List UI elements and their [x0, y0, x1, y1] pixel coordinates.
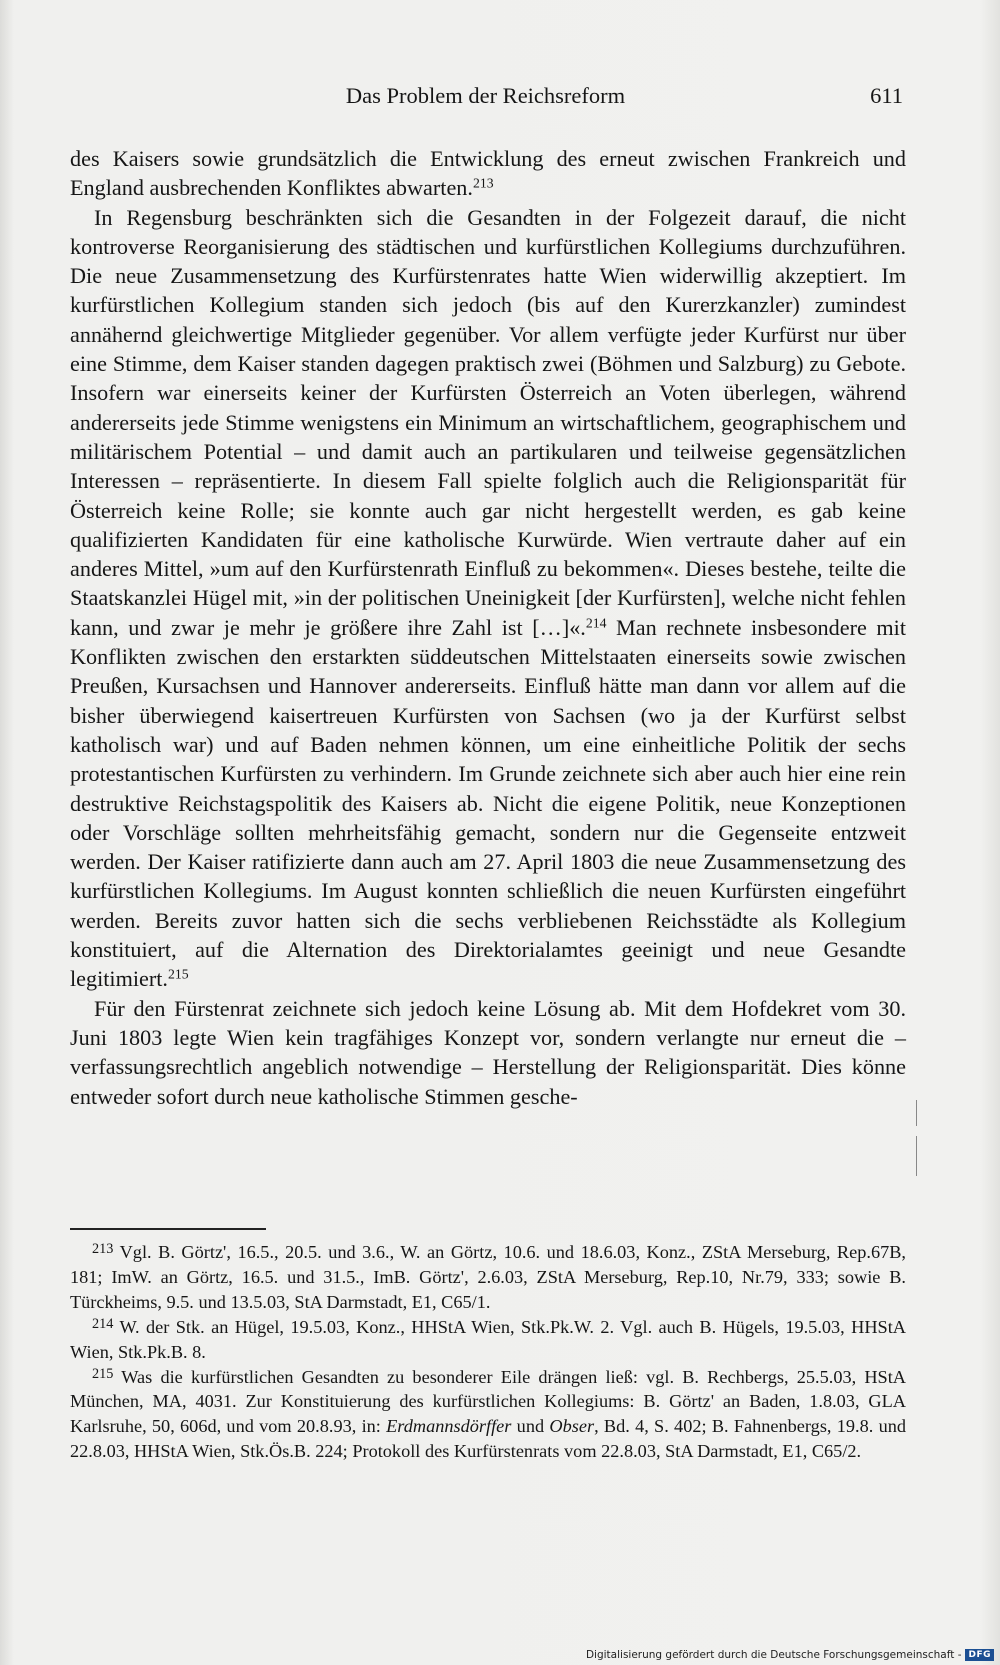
dfg-logo: DFG — [965, 1649, 994, 1661]
footnote-author: Obser — [549, 1416, 595, 1437]
page-header — [66, 80, 905, 112]
footnote-ref: 213 — [472, 175, 494, 191]
margin-mark — [916, 1100, 917, 1126]
paragraph-1 — [70, 144, 906, 203]
footnote-text: und — [511, 1416, 550, 1437]
footnote-text: Vgl. B. Görtz', 16.5., 20.5. und 3.6., W. an Görtz, 10.6. und 18.6.03, Konz., ZStA Merseburg, Rep.67B, 181; ImW. an Görtz, 16.5. und 31.5., ImB. Görtz', 2.6.03, ZStA Merseburg, Rep.10, Nr.79, 333; sowie B. Türckheims, 9.5. und 13.5.03, StA Darmstadt, E1, C65/1. — [70, 1242, 906, 1312]
running-title: Das Problem der Reichsreform — [345, 83, 626, 108]
footnote-214 — [70, 1315, 906, 1365]
footnote-author: Erdmannsdörffer — [386, 1416, 512, 1437]
footnote-divider — [70, 1228, 266, 1230]
footnote-ref: 215 — [167, 966, 189, 982]
page-number: 611 — [870, 83, 903, 108]
footnote-ref: 214 — [585, 615, 607, 631]
main-text — [70, 144, 906, 1111]
footnote-213 — [70, 1240, 906, 1315]
margin-mark — [916, 1136, 917, 1176]
footnote-number: 214 — [92, 1315, 114, 1332]
paragraph-text: Für den Fürstenrat zeichnete sich jedoch keine Lösung ab. Mit dem Hofdekret vom 30. Juni 1803 legte Wien kein tragfähiges Konzept vor, sondern verlangte nur erneut die – verfassungsrechtlich angeblich notwendige – Herstellung der Religionsparität. Dies könne entweder sofort durch neue katholische Stimmen gesche- — [70, 995, 906, 1109]
footnote-text: Was die kurfürstlichen Gesandten zu besonderer Eile drängen ließ: vgl. B. Rechbergs, 25.5.03, HStA München, MA, 4031. Zur Konstituierung des kurfürstlichen Kollegiums: B. Görtz' an Baden, 1.8.03, GLA Karlsruhe, 50, 606d, und vom 20.8.93, in: — [70, 1366, 906, 1437]
paragraph-text: Man rechnete insbesondere mit Konflikten zwischen den erstarkten süddeutschen Mittelstaaten einerseits sowie zwischen Preußen, Kursachsen und Hannover andererseits. Einfluß hätte man dann vor allem auf die bisher überwiegend kaisertreuen Kurfürsten von Sachsen (wo ja der Kurfürst selbst katholisch war) und auf Baden nehmen können, um eine einheitliche Politik der sechs protestantischen Kurfürsten zu verhindern. Im Grunde zeichnete sich aber auch hier eine rein destruktive Reichstagspolitik des Kaisers ab. Nicht die eigene Politik, neue Konzeptionen oder Vorschläge sollten mehrheitsfähig gemacht, sondern nur die Gegenseite entzweit werden. Der Kaiser ratifizierte dann auch am 27. April 1803 die neue Zusammensetzung des kurfürstlichen Kollegiums. Im August konnten schließlich die neuen Kurfürsten eingeführt werden. Bereits zuvor hatten sich die sechs verbliebenen Reichsstädte als Kollegium konstituiert, auf die Alternation des Direktorialamtes geeinigt und neue Gesandte legitimiert. — [70, 614, 906, 992]
credit-text: Digitalisierung gefördert durch die Deutsche Forschungsgemeinschaft - — [585, 1649, 962, 1661]
footnote-text: W. der Stk. an Hügel, 19.5.03, Konz., HHStA Wien, Stk.Pk.W. 2. Vgl. auch B. Hügels, 19.5.03, HHStA Wien, Stk.Pk.B. 8. — [70, 1316, 906, 1362]
footnote-number: 215 — [92, 1365, 114, 1382]
footnotes — [70, 1240, 906, 1464]
paragraph-text: des Kaisers sowie grundsätzlich die Entwicklung des erneut zwischen Frankreich und England ausbrechenden Konfliktes abwarten. — [70, 146, 906, 201]
paragraph-text: In Regensburg beschränkten sich die Gesandten in der Folgezeit darauf, die nicht kontroverse Reorganisierung des städtischen und kurfürstlichen Kollegiums durchzuführen. Die neue Zusammensetzung des Kurfürstenrates hatte Wien widerwillig akzeptiert. Im kurfürstlichen Kollegium standen sich jedoch (bis auf den Kurerzkanzler) zumindest annähernd gleichwertige Mitglieder gegenüber. Vor allem verfügte jeder Kurfürst nur über eine Stimme, dem Kaiser standen dagegen praktisch zwei (Böhmen und Salzburg) zu Gebote. Insofern war einerseits keiner der Kurfürsten Österreich an Voten überlegen, während andererseits jede Stimme wenigstens ein Minimum an wirtschaftlichem, geographischem und militärischem Potential – und damit auch an partikularen und teilweise gegensätzlichen Interessen – repräsentierte. In diesem Fall spielte folglich auch die Religionsparität für Österreich keine Rolle; sie konnte auch gar nicht hergestellt werden, es gab keine qualifizierten Kandidaten für eine katholische Kurwürde. Wien vertraute daher auf ein anderes Mittel, »um auf den Kurfürstenrath Einfluß zu bekommen«. Dieses bestehe, teilte die Staatskanzlei Hügel mit, »in der politischen Uneinigkeit [der Kurfürsten], welche nicht fehlen kann, und zwar je mehr je größere ihre Zahl ist […]«. — [70, 204, 906, 640]
paragraph-2 — [70, 203, 906, 994]
footnote-number: 213 — [92, 1241, 114, 1258]
paragraph-3 — [70, 994, 906, 1111]
footnote-215 — [70, 1365, 906, 1465]
digitization-credit — [586, 1648, 994, 1662]
footnote-text: , Bd. 4, S. 402; B. Fahnenbergs, 19.8. und 22.8.03, HHStA Wien, Stk.Ös.B. 224; Protokoll des Kurfürstenrats vom 22.8.03, StA Darmstadt, E1, C65/2. — [70, 1416, 907, 1462]
